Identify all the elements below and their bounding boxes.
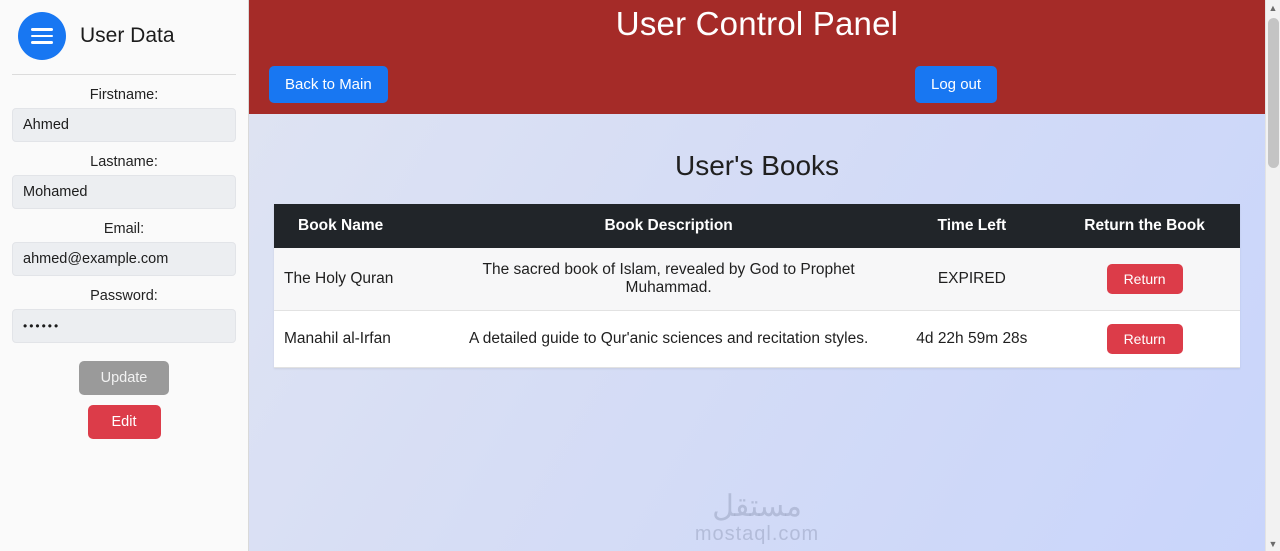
lastname-input[interactable]: [12, 175, 236, 209]
sidebar: [0, 0, 249, 551]
chevron-down-icon[interactable]: ▼: [1268, 538, 1278, 549]
table-row: [274, 248, 1240, 311]
cell-book-name: The Holy Quran: [274, 248, 443, 311]
books-table-head: [274, 204, 1240, 248]
email-input[interactable]: [12, 242, 236, 276]
page-title: User Control Panel: [615, 5, 899, 42]
cell-book-name: Manahil al-Irfan: [274, 311, 443, 368]
sidebar-title: User Data: [80, 24, 175, 47]
scrollbar-thumb[interactable]: [1268, 18, 1279, 168]
cell-return-action: [1049, 248, 1240, 311]
password-label: Password:: [90, 288, 158, 304]
firstname-label: Firstname:: [89, 87, 159, 103]
books-heading: User's Books: [674, 150, 840, 181]
books-section: [249, 150, 1265, 368]
main-content: [249, 0, 1265, 551]
password-input[interactable]: ••••••: [12, 309, 236, 343]
header-actions: [249, 66, 1265, 104]
back-to-main-button[interactable]: Back to Main: [269, 66, 388, 103]
column-header-return-the-book: Return the Book: [1049, 204, 1240, 248]
cell-return-action: [1049, 311, 1240, 368]
sidebar-header: [12, 0, 236, 75]
cell-time-left: 4d 22h 59m 28s: [895, 311, 1050, 368]
watermark-latin: mostaql.com: [694, 523, 820, 545]
watermark: [695, 491, 819, 545]
firstname-input[interactable]: [12, 108, 236, 142]
table-row: [274, 311, 1240, 368]
books-table-body: [274, 248, 1240, 368]
field-group-email: [12, 221, 236, 276]
cell-book-description: A detailed guide to Qur'anic sciences and recitation styles.: [443, 311, 895, 368]
field-group-firstname: [12, 87, 236, 142]
sidebar-actions: [12, 361, 236, 439]
log-out-button[interactable]: Log out: [915, 66, 997, 103]
update-button[interactable]: Update: [79, 361, 170, 395]
column-header-time-left: Time Left: [895, 204, 1050, 248]
email-label: Email:: [103, 221, 145, 237]
cell-time-left: EXPIRED: [895, 248, 1050, 311]
watermark-arabic: مستقل: [712, 490, 802, 523]
cell-book-description: The sacred book of Islam, revealed by God to Prophet Muhammad.: [443, 248, 895, 311]
edit-button[interactable]: Edit: [88, 405, 161, 439]
return-book-button[interactable]: Return: [1107, 324, 1183, 354]
hamburger-icon[interactable]: [18, 12, 66, 60]
field-group-password: [12, 288, 236, 343]
lastname-label: Lastname:: [90, 154, 158, 170]
chevron-up-icon[interactable]: ▲: [1268, 2, 1278, 13]
return-book-button[interactable]: Return: [1107, 264, 1183, 294]
hamburger-bar: [31, 41, 53, 44]
page-scrollbar[interactable]: [1265, 0, 1280, 551]
column-header-book-description: Book Description: [443, 204, 895, 248]
books-table: [274, 204, 1240, 368]
hamburger-bar: [31, 28, 53, 31]
header-bar: [249, 0, 1265, 114]
column-header-book-name: Book Name: [274, 204, 443, 248]
table-header-row: [274, 204, 1240, 248]
hamburger-bar: [31, 35, 53, 38]
field-group-lastname: [12, 154, 236, 209]
